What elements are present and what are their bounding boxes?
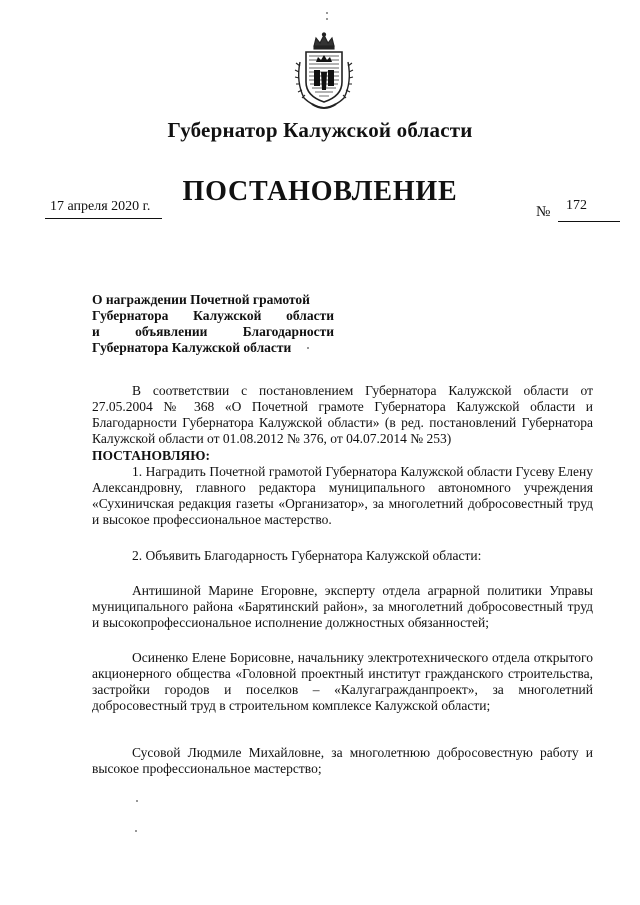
- preamble-paragraph: В соответствии с постановлением Губернатора Калужской области от 27.05.2004 № 368 «О Почетной грамоте Губернатора Калужской области и Благодарности Губернатора Калужской области» (в ред. постановлений Губернатора Калужской области от 01.08.2012 № 376, от 04.07.2014 № 253): [92, 383, 593, 446]
- scan-speck: [326, 12, 328, 14]
- document-type-title: ПОСТАНОВЛЕНИЕ: [182, 176, 458, 207]
- kaluga-coat-of-arms-icon: [290, 32, 358, 112]
- awardee-paragraph: Сусовой Людмиле Михайловне, за многолетнюю добросовестную работу и высокое профессиональное мастерство;: [92, 745, 593, 776]
- number-label: №: [536, 204, 551, 220]
- authority-title: Губернатор Калужской области: [167, 118, 473, 142]
- resolve-word: ПОСТАНОВЛЯЮ:: [92, 448, 210, 463]
- scan-speck: [326, 18, 328, 20]
- decree-item-2: 2. Объявить Благодарность Губернатора Калужской области:: [132, 548, 482, 563]
- date-underline: [45, 218, 162, 219]
- subject-line: О награждении Почетной грамотой: [92, 292, 310, 307]
- scan-speck: [136, 800, 138, 802]
- document-date: 17 апреля 2020 г.: [50, 199, 151, 214]
- subject-line: и объявлении Благодарности: [92, 324, 334, 339]
- subject-line: Губернатора Калужской области: [92, 340, 292, 355]
- awardee-paragraph: Антишиной Марине Егоровне, эксперту отдела аграрной политики Управы муниципального района «Барятинский район», за многолетний добросовестный труд и высокопрофессиональное исполнение должностных обязанностей;: [92, 583, 593, 630]
- document-number: 172: [566, 198, 587, 213]
- number-underline: [558, 221, 620, 222]
- scan-speck: [307, 347, 309, 349]
- awardee-paragraph: Осиненко Елене Борисовне, начальнику электротехнического отдела открытого акционерного общества «Головной проектный институт гражданского строительства, застройки городов и поселков – «Калугагражданпроект», за многолетний добросовестный труд в строительном комплексе Калужской области;: [92, 650, 593, 713]
- decree-item-1: 1. Наградить Почетной грамотой Губернатора Калужской области Гусеву Елену Александровну, главного редактора муниципального автономного учреждения «Сухиничская редакция газеты «Организатор», за многолетний добросовестный труд и высокое профессиональное мастерство.: [92, 464, 593, 527]
- subject-line: Губернатора Калужской области: [92, 308, 334, 323]
- document-subject: [92, 292, 334, 356]
- scan-speck: [135, 830, 137, 832]
